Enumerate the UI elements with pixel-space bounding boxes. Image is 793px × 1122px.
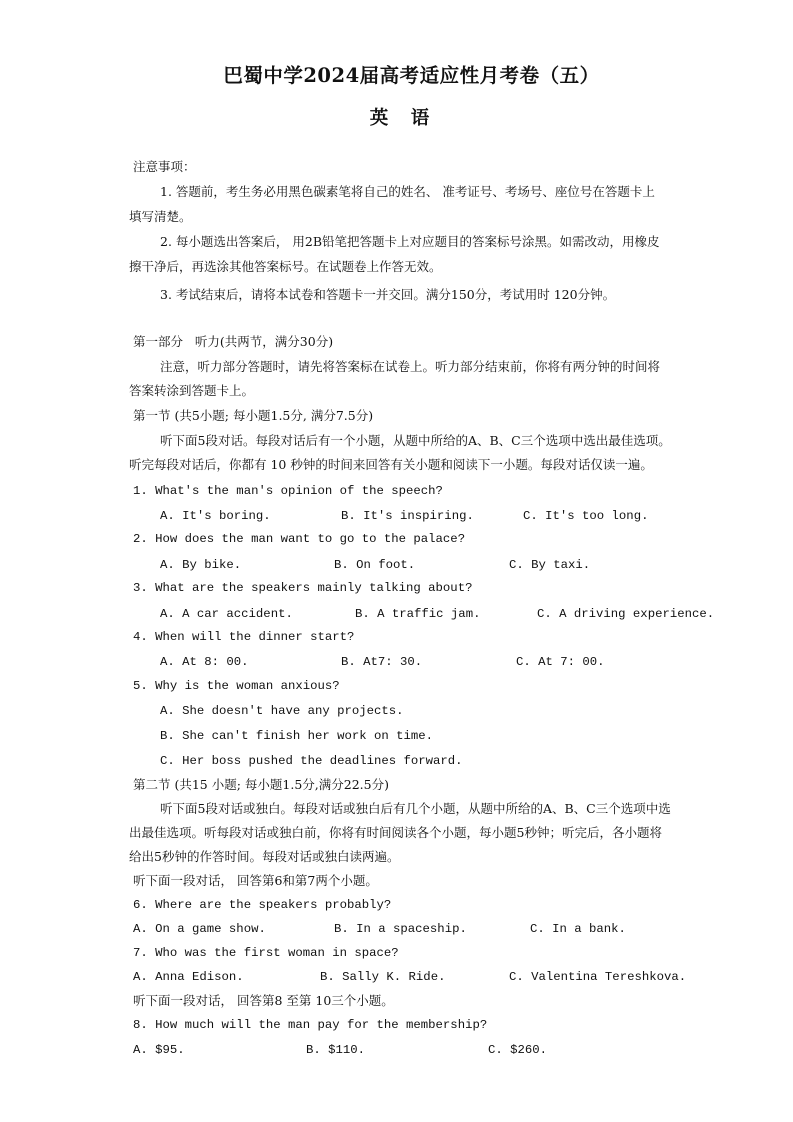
question-2: 2. How does the man want to go to the palace? bbox=[133, 532, 466, 546]
q4-option-c: C. At 7: 00. bbox=[516, 655, 605, 669]
q1-option-a: A. It's boring. bbox=[160, 509, 271, 523]
part1-instruction-line-1: 注意，听力部分答题时，请先将答案标在试卷上。听力部分结束前，你将有两分钟的时间将 bbox=[160, 359, 661, 374]
q6-option-c: C. In a bank. bbox=[530, 922, 626, 936]
q2-option-b: B. On foot. bbox=[334, 558, 416, 572]
q5-option-c: C. Her boss pushed the deadlines forward. bbox=[160, 754, 463, 768]
note-1-line-1: 1. 答题前，考生务必用黑色碳素笔将自己的姓名、 准考证号、考场号、座位号在答题卡上 bbox=[160, 184, 655, 199]
question-4: 4. When will the dinner start? bbox=[133, 630, 355, 644]
section1-heading: 第一节 (共5小题; 每小题1.5分, 满分7.5分) bbox=[133, 408, 374, 423]
question-5: 5. Why is the woman anxious? bbox=[133, 679, 340, 693]
note-1-line-2: 填写清楚。 bbox=[129, 209, 192, 224]
part1-heading: 第一部分 听力(共两节，满分30分) bbox=[133, 334, 334, 349]
q1-option-c: C. It's too long. bbox=[523, 509, 649, 523]
section2-instruction-line-3: 给出5秒钟的作答时间。每段对话或独白读两遍。 bbox=[129, 849, 400, 864]
q6-option-a: A. On a game show. bbox=[133, 922, 266, 936]
note-3: 3. 考试结束后，请将本试卷和答题卡一并交回。满分150分，考试用时 120分钟。 bbox=[160, 287, 616, 302]
part1-instruction-line-2: 答案转涂到答题卡上。 bbox=[129, 383, 255, 398]
q8-option-c: C. $260. bbox=[488, 1043, 548, 1057]
q7-option-c: C. Valentina Tereshkova. bbox=[509, 970, 687, 984]
question-6: 6. Where are the speakers probably? bbox=[133, 898, 392, 912]
q7-option-a: A. Anna Edison. bbox=[133, 970, 244, 984]
group-2-instruction: 听下面一段对话， 回答第8 至第 10三个小题。 bbox=[133, 993, 394, 1008]
subject-title: 英 语 bbox=[369, 108, 438, 129]
q2-option-c: C. By taxi. bbox=[509, 558, 591, 572]
q8-option-a: A. $95. bbox=[133, 1043, 185, 1057]
q3-option-a: A. A car accident. bbox=[160, 607, 293, 621]
note-2-line-1: 2. 每小题选出答案后， 用2B铅笔把答题卡上对应题目的答案标号涂黑。如需改动，用橡皮 bbox=[160, 234, 660, 249]
q2-option-a: A. By bike. bbox=[160, 558, 242, 572]
question-1: 1. What's the man's opinion of the speech? bbox=[133, 484, 443, 498]
section2-instruction-line-1: 听下面5段对话或独白。每段对话或独白后有几个小题，从题中所给的A、B、C三个选项中选 bbox=[160, 801, 671, 816]
notes-heading: 注意事项： bbox=[133, 159, 196, 174]
section2-heading: 第二节 (共15 小题; 每小题1.5分,满分22.5分) bbox=[133, 777, 389, 792]
q4-option-a: A. At 8: 00. bbox=[160, 655, 249, 669]
note-2-line-2: 擦干净后，再选涂其他答案标号。在试题卷上作答无效。 bbox=[129, 259, 442, 274]
q5-option-b: B. She can't finish her work on time. bbox=[160, 729, 434, 743]
group-1-instruction: 听下面一段对话， 回答第6和第7两个小题。 bbox=[133, 873, 378, 888]
q6-option-b: B. In a spaceship. bbox=[334, 922, 467, 936]
question-3: 3. What are the speakers mainly talking about? bbox=[133, 581, 473, 595]
q3-option-c: C. A driving experience. bbox=[537, 607, 715, 621]
question-8: 8. How much will the man pay for the membership? bbox=[133, 1018, 488, 1032]
section2-instruction-line-2: 出最佳选项。听每段对话或独白前，你将有时间阅读各个小题，每小题5秒钟；听完后，各小题将 bbox=[129, 825, 662, 840]
section1-instruction-line-2: 听完每段对话后，你都有 10 秒钟的时间来回答有关小题和阅读下一小题。每段对话仅读一遍。 bbox=[129, 457, 653, 472]
section1-instruction-line-1: 听下面5段对话。每段对话后有一个小题，从题中所给的A、B、C三个选项中选出最佳选项。 bbox=[160, 433, 671, 448]
question-7: 7. Who was the first woman in space? bbox=[133, 946, 399, 960]
q5-option-a: A. She doesn't have any projects. bbox=[160, 704, 404, 718]
exam-title: 巴蜀中学2024届高考适应性月考卷（五） bbox=[223, 64, 600, 87]
q1-option-b: B. It's inspiring. bbox=[341, 509, 474, 523]
q8-option-b: B. $110. bbox=[306, 1043, 366, 1057]
q7-option-b: B. Sally K. Ride. bbox=[320, 970, 446, 984]
q3-option-b: B. A traffic jam. bbox=[355, 607, 481, 621]
q4-option-b: B. At7: 30. bbox=[341, 655, 423, 669]
